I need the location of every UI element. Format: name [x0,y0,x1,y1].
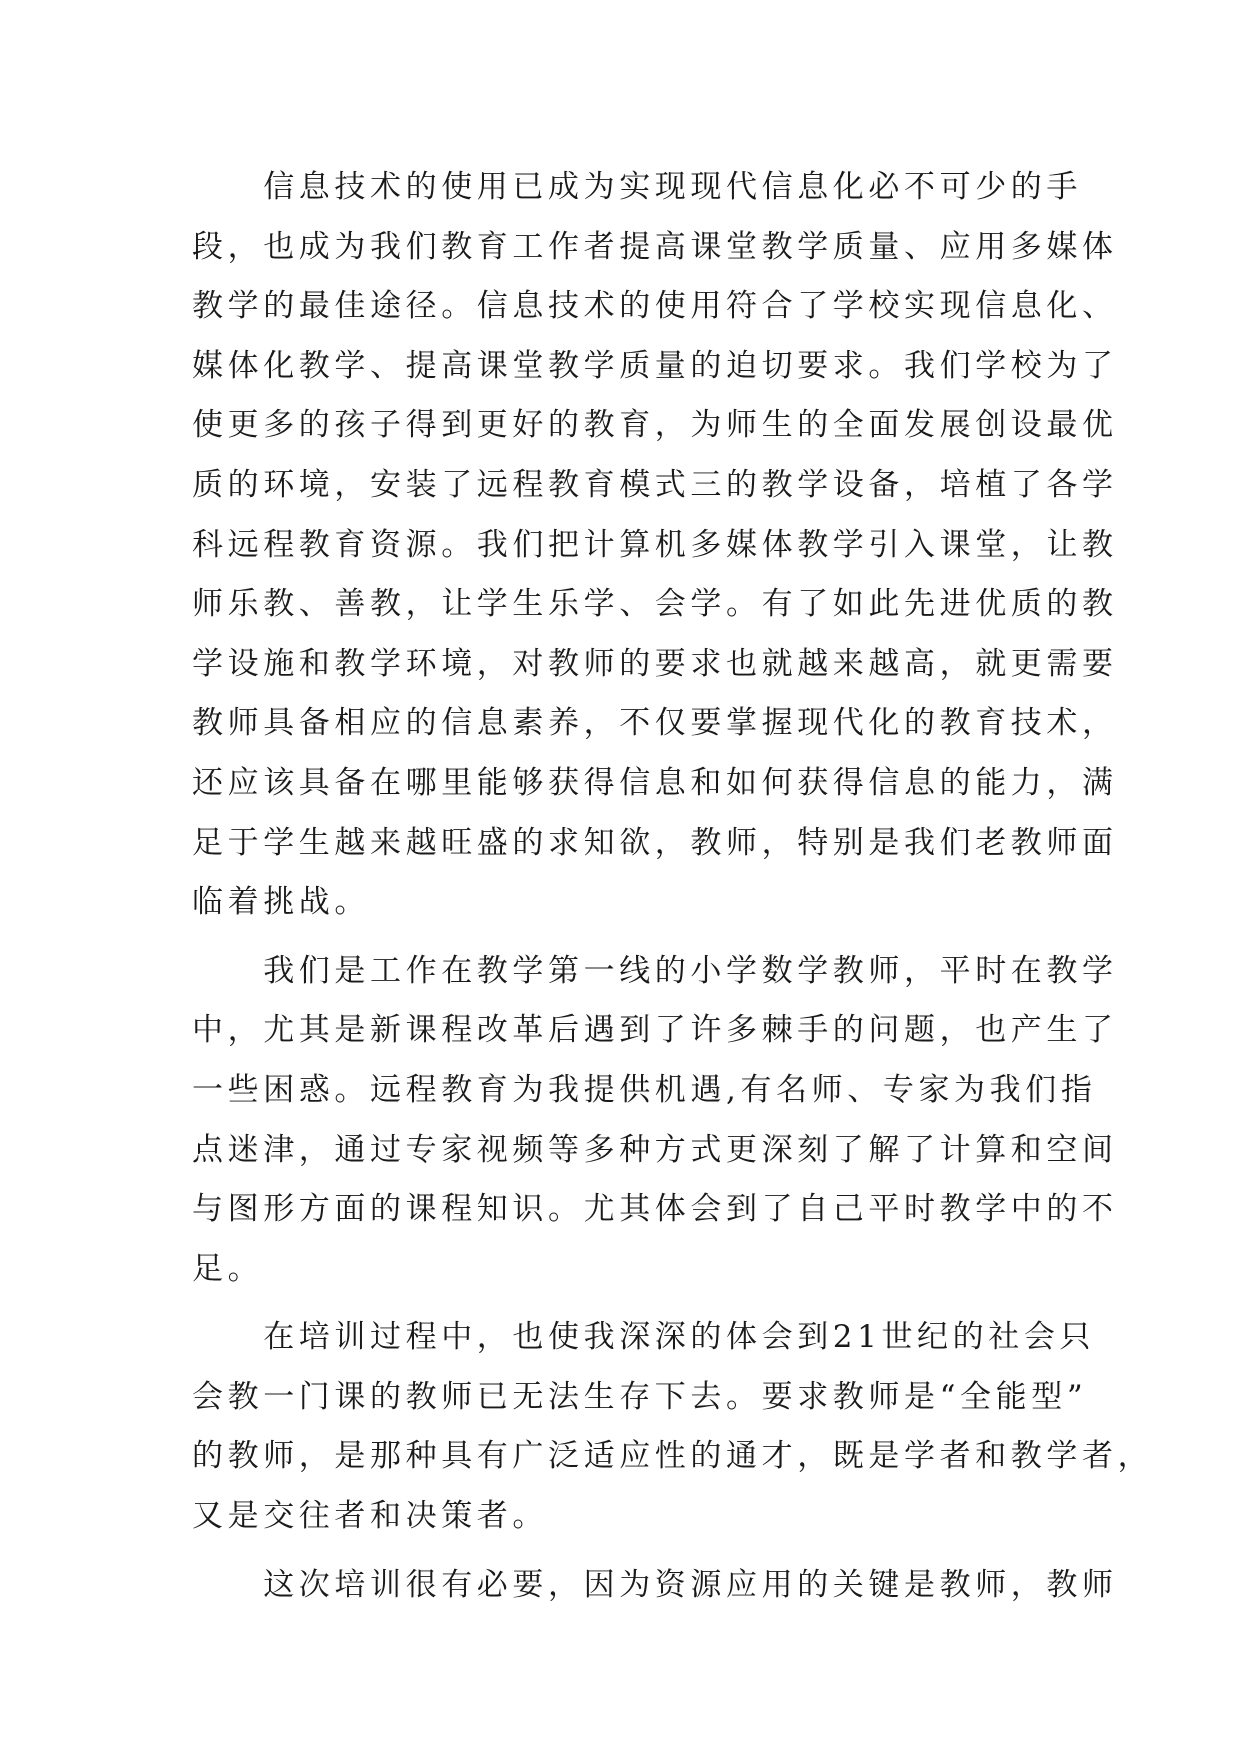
text-line: 与图形方面的课程知识。尤其体会到了自己平时教学中的不 [192,1191,1118,1228]
paragraph-gap [192,933,1062,942]
text-line: 使更多的孩子得到更好的教育，为师生的全面发展创设最优 [192,407,1118,444]
text-line: 会教一门课的教师已无法生存下去。要求教师是“全能型” [192,1378,1088,1415]
text-line: 一些困惑。远程教育为我提供机遇,有名师、专家为我们指 [192,1071,1097,1108]
paragraph-2 [192,942,1118,1300]
text-line: 我们是工作在教学第一线的小学数学教师，平时在教学 [192,952,1118,989]
paragraph-gap [192,1547,1062,1556]
text-line: 的教师，是那种具有广泛适应性的通才，既是学者和教学者， [192,1438,1154,1475]
text-line: 质的环境，安装了远程教育模式三的教学设备，培植了各学 [192,466,1118,503]
text-line: 教学的最佳途径。信息技术的使用符合了学校实现信息化、 [192,288,1118,325]
paragraph-4 [192,1556,1118,1616]
paragraph-3 [192,1308,1154,1546]
text-line: 这次培训很有必要，因为资源应用的关键是教师，教师 [192,1566,1118,1603]
text-line: 又是交往者和决策者。 [192,1498,548,1535]
text-line: 在培训过程中，也使我深深的体会到21世纪的社会只 [192,1319,1096,1356]
paragraph-1 [192,158,1118,933]
text-line: 点迷津，通过专家视频等多种方式更深刻了解了计算和空间 [192,1131,1118,1168]
text-line: 足。 [192,1250,264,1287]
paragraph-gap [192,1299,1062,1308]
text-line: 足于学生越来越旺盛的求知欲，教师，特别是我们老教师面 [192,824,1118,861]
text-line: 学设施和教学环境，对教师的要求也就越来越高，就更需要 [192,645,1118,682]
text-line: 段，也成为我们教育工作者提高课堂教学质量、应用多媒体 [192,228,1118,265]
text-line: 师乐教、善教，让学生乐学、会学。有了如此先进优质的教 [192,586,1118,623]
text-line: 教师具备相应的信息素养，不仅要掌握现代化的教育技术， [192,705,1118,742]
text-line: 临着挑战。 [192,884,370,921]
text-line: 媒体化教学、提高课堂教学质量的迫切要求。我们学校为了 [192,347,1118,384]
text-line: 还应该具备在哪里能够获得信息和如何获得信息的能力，满 [192,764,1118,801]
text-line: 信息技术的使用已成为实现现代信息化必不可少的手 [192,169,1082,205]
text-line: 中，尤其是新课程改革后遇到了许多棘手的问题，也产生了 [192,1012,1118,1049]
document-body [192,158,1154,1615]
text-line: 科远程教育资源。我们把计算机多媒体教学引入课堂，让教 [192,526,1118,563]
